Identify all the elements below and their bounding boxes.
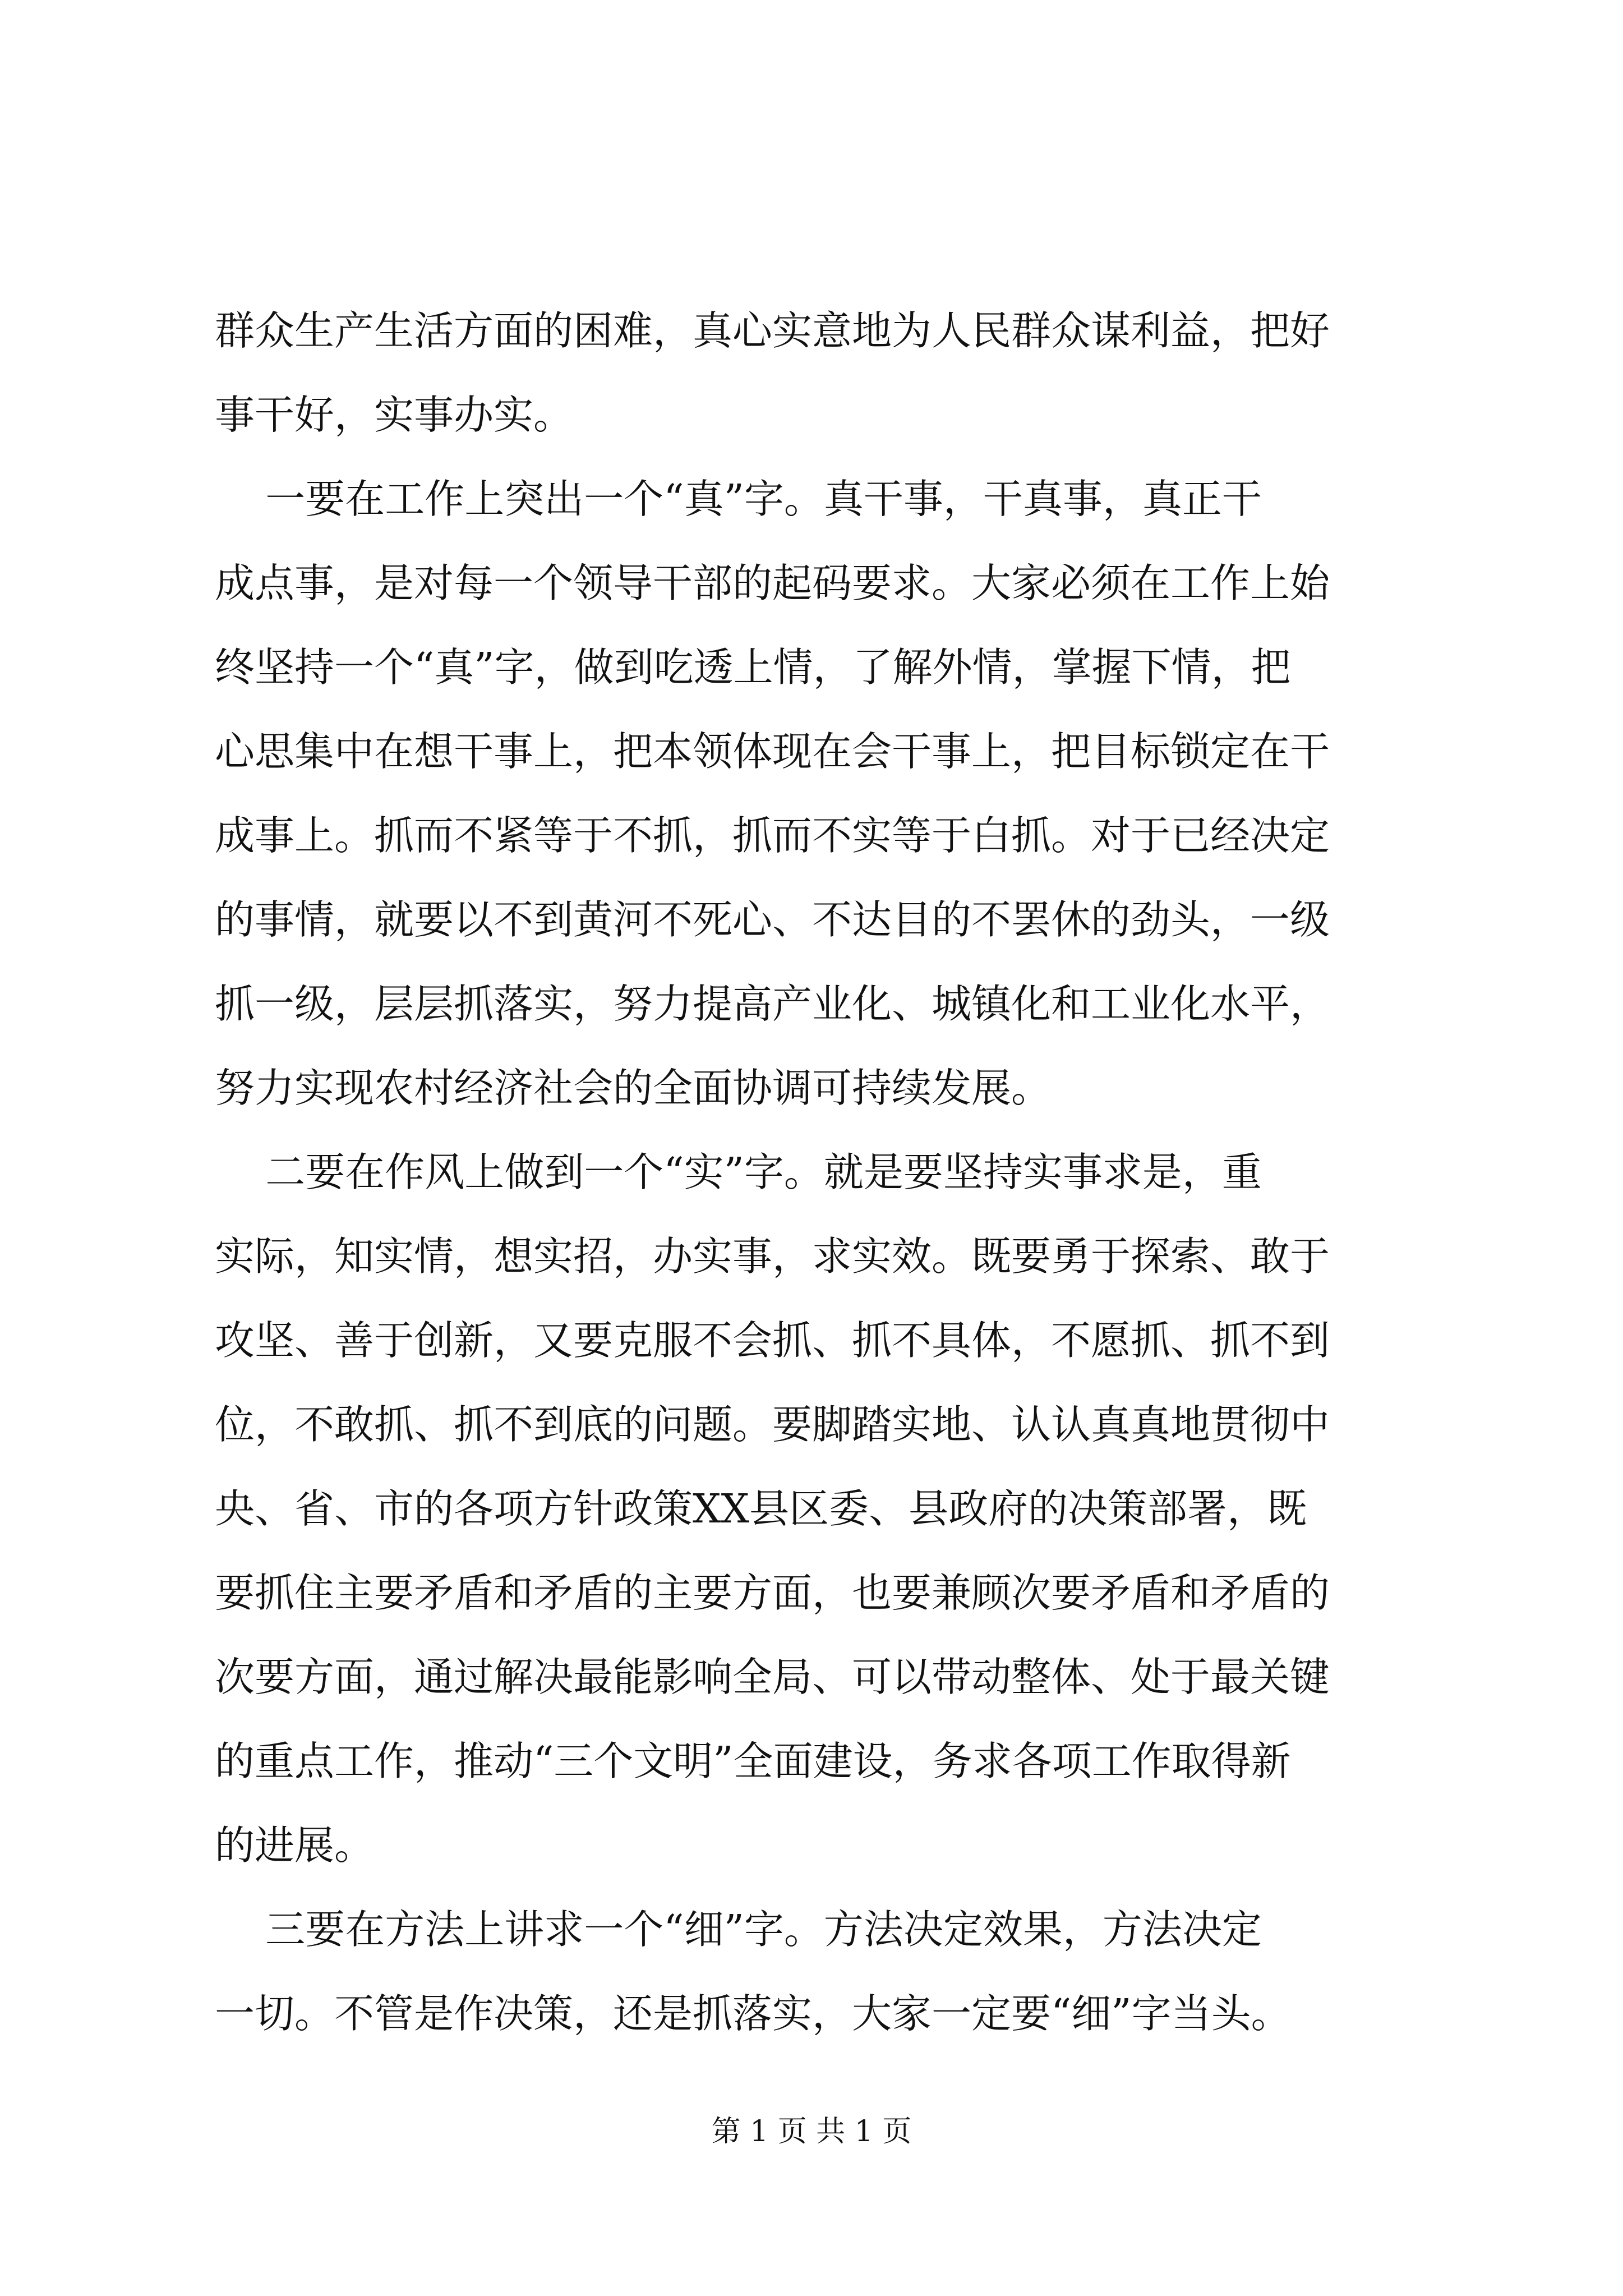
text-line: 次要方面，通过解决最能影响全局、可以带动整体、处于最关键 [215,1654,1330,1700]
text-line: 成点事，是对每一个领导干部的起码要求。大家必须在工作上始 [215,560,1330,606]
paragraph-start-line: 二要在作风上做到一个“实”字。就是要坚持实事求是，重 [215,1149,1262,1195]
text-line: 事干好，实事办实。 [215,392,574,438]
text-line: 终坚持一个“真”字，做到吃透上情，了解外情，掌握下情，把 [215,644,1291,691]
page-number-footer: 第 1 页 共 1 页 [711,2115,912,2148]
text-line: 一切。不管是作决策，还是抓落实，大家一定要“细”字当头。 [215,1990,1291,2037]
paragraph-start-line: 三要在方法上讲求一个“细”字。方法决定效果，方法决定 [215,1906,1262,1953]
text-line: 攻坚、善于创新，又要克服不会抓、抓不具体，不愿抓、抓不到 [215,1317,1330,1364]
text-line: 实际，知实情，想实招，办实事，求实效。既要勇于探索、敢于 [215,1233,1330,1280]
text-line: 央、省、市的各项方针政策XX县区委、县政府的决策部署，既 [215,1485,1307,1532]
text-line: 的事情，就要以不到黄河不死心、不达目的不罢休的劲头，一级 [215,896,1330,943]
text-line: 群众生产生活方面的困难，真心实意地为人民群众谋利益，把好 [215,307,1330,354]
text-line: 的重点工作，推动“三个文明”全面建设，务求各项工作取得新 [215,1738,1291,1784]
text-line: 位，不敢抓、抓不到底的问题。要脚踏实地、认认真真地贯彻中 [215,1401,1330,1448]
text-line: 的进展。 [215,1822,375,1869]
text-line: 心思集中在想干事上，把本领体现在会干事上，把目标锁定在干 [215,728,1330,775]
paragraph-start-line: 一要在工作上突出一个“真”字。真干事，干真事，真正干 [215,476,1262,522]
text-line: 要抓住主要矛盾和矛盾的主要方面，也要兼顾次要矛盾和矛盾的 [215,1570,1330,1616]
text-line: 抓一级，层层抓落实，努力提高产业化、城镇化和工业化水平， [215,981,1330,1027]
text-line: 努力实现农村经济社会的全面协调可持续发展。 [215,1065,1052,1111]
text-line: 成事上。抓而不紧等于不抓，抓而不实等于白抓。对于已经决定 [215,812,1330,859]
